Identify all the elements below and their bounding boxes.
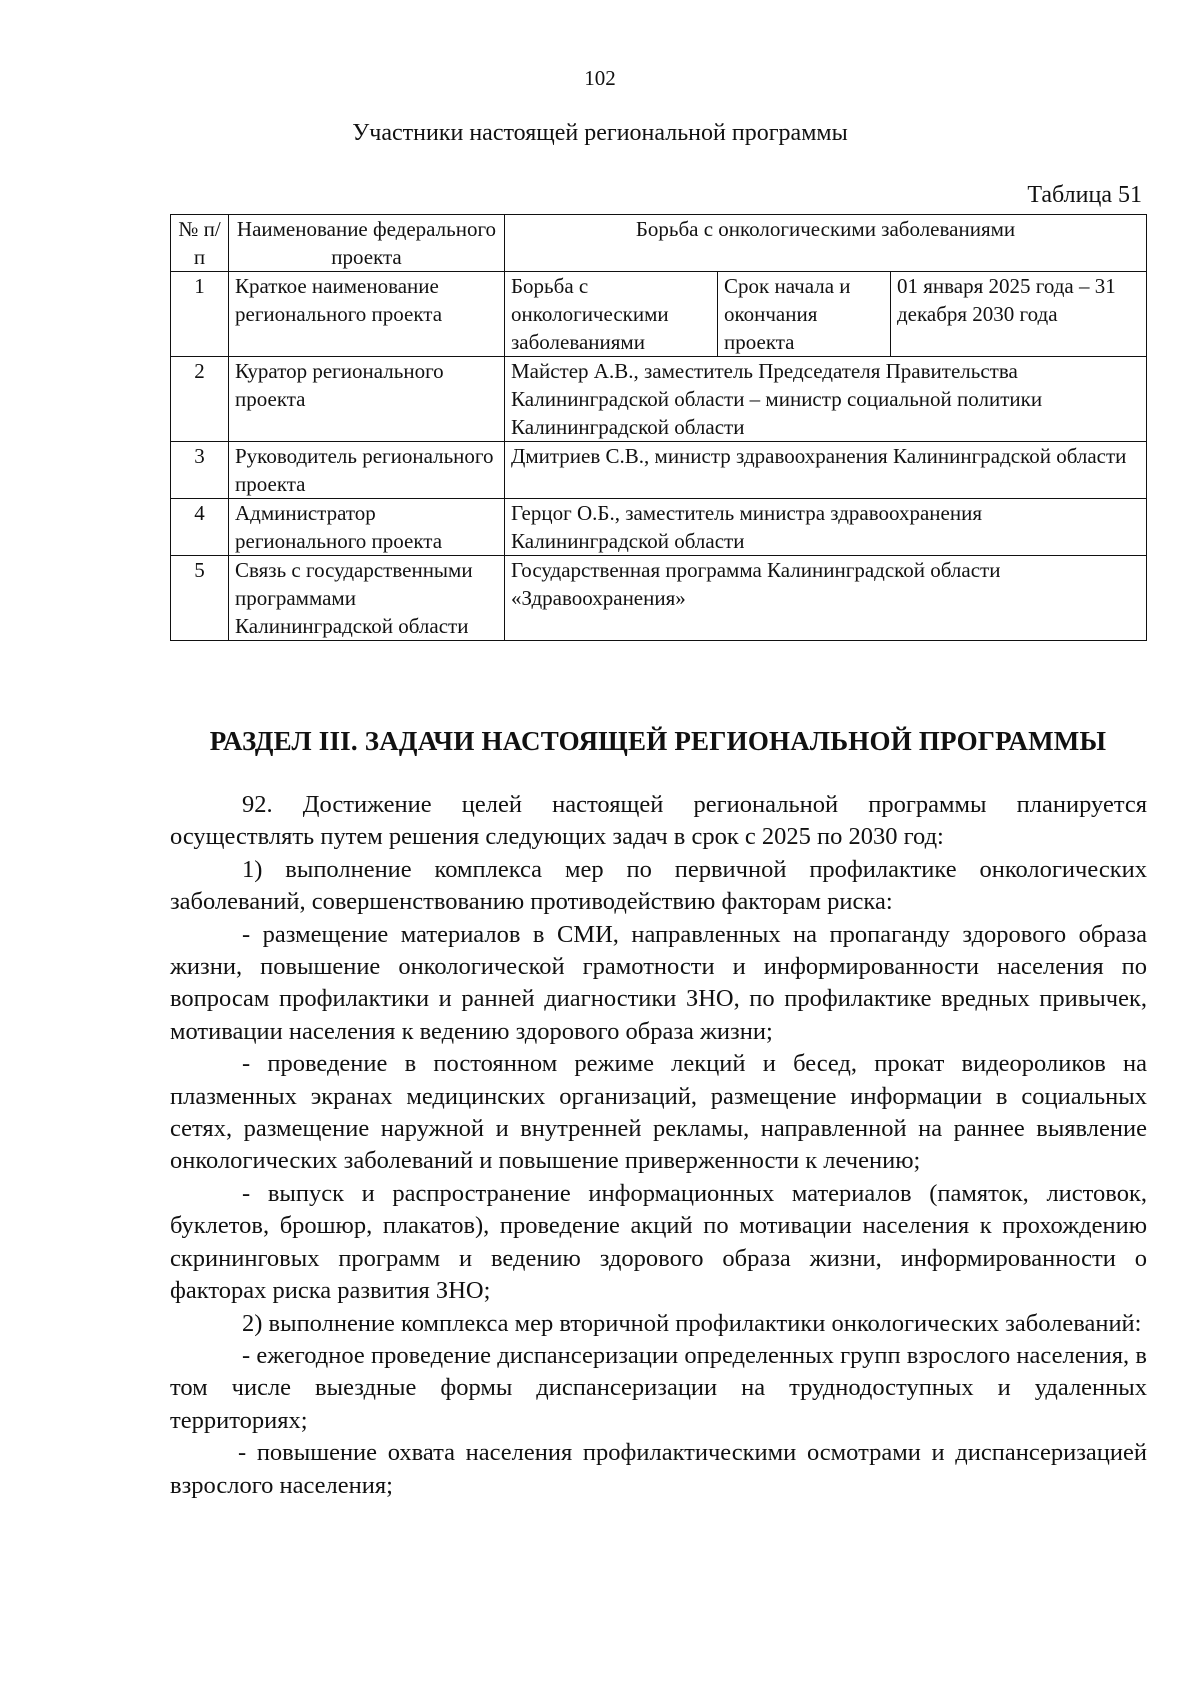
row-name: Связь с государственными программами Калининградской области	[229, 556, 505, 641]
row-name: Руководитель регионального проекта	[229, 442, 505, 499]
paragraph: - повышение охвата населения профилактическими осмотрами и диспансеризацией взрослого населения;	[170, 1439, 1147, 1499]
paragraph: - выпуск и распространение информационных материалов (памяток, листовок, буклетов, брошюр, плакатов), проведение акций по мотивации населения к прохождению скрининговых программ и ведению здорового образа жизни, информированности о факторах риска развития ЗНО;	[170, 1179, 1147, 1305]
row-value: Государственная программа Калининградской области «Здравоохранения»	[505, 556, 1147, 641]
paragraph: - ежегодное проведение диспансеризации определенных групп взрослого населения, в том числе выездные формы диспансеризации на труднодоступных и удаленных территориях;	[170, 1341, 1147, 1434]
row-value: Майстер А.В., заместитель Председателя Правительства Калининградской области – министр социальной политики Калининградской области	[505, 357, 1147, 442]
row-cell-c: 01 января 2025 года – 31 декабря 2030 года	[891, 272, 1147, 357]
row-value: Герцог О.Б., заместитель министра здравоохранения Калининградской области	[505, 499, 1147, 556]
header-value: Борьба с онкологическими заболеваниями	[505, 215, 1147, 272]
paragraph: 92. Достижение целей настоящей региональной программы планируется осуществлять путем решения следующих задач в срок с 2025 по 2030 год:	[170, 791, 1147, 851]
body-text	[170, 789, 1147, 1502]
header-name: Наименование федерального проекта	[229, 215, 505, 272]
row-name: Краткое наименование регионального проекта	[229, 272, 505, 357]
paragraph: - размещение материалов в СМИ, направленных на пропаганду здорового образа жизни, повышение онкологической грамотности и информированности населения по вопросам профилактики и ранней диагностики ЗНО, по профилактике вредных привычек, мотивации населения к ведению здорового образа жизни;	[170, 920, 1147, 1045]
table-row	[171, 499, 1147, 556]
page-number: 102	[584, 66, 616, 90]
row-value: Дмитриев С.В., министр здравоохранения Калининградской области	[505, 442, 1147, 499]
table-header-row	[171, 215, 1147, 272]
table-row	[171, 357, 1147, 442]
row-num: 3	[171, 442, 229, 499]
section-title: Участники настоящей региональной программы	[352, 120, 848, 146]
table-row	[171, 556, 1147, 641]
row-cell-b: Срок начала и окончания проекта	[718, 272, 891, 357]
table-row	[171, 272, 1147, 357]
row-name: Куратор регионального проекта	[229, 357, 505, 442]
row-num: 4	[171, 499, 229, 556]
row-cell-a: Борьба с онкологическими заболеваниями	[505, 272, 718, 357]
row-name: Администратор регионального проекта	[229, 499, 505, 556]
table-label: Таблица 51	[1027, 182, 1142, 208]
row-num: 2	[171, 357, 229, 442]
paragraph: - проведение в постоянном режиме лекций и бесед, прокат видеороликов на плазменных экранах медицинских организаций, размещение информации в социальных сетях, размещение наружной и внутренней рекламы, направленной на раннее выявление онкологических заболеваний и повышение приверженности к лечению;	[170, 1050, 1147, 1175]
paragraph: 2) выполнение комплекса мер вторичной профилактики онкологических заболеваний:	[242, 1309, 1142, 1337]
paragraph: 1) выполнение комплекса мер по первичной профилактике онкологических заболеваний, совершенствованию противодействию факторам риска:	[170, 855, 1147, 916]
section-heading: РАЗДЕЛ III. ЗАДАЧИ НАСТОЯЩЕЙ РЕГИОНАЛЬНОЙ ПРОГРАММЫ	[209, 726, 1107, 756]
participants-table	[170, 214, 1147, 641]
row-num: 5	[171, 556, 229, 641]
header-num: № п/п	[171, 215, 229, 272]
table-row	[171, 442, 1147, 499]
row-num: 1	[171, 272, 229, 357]
